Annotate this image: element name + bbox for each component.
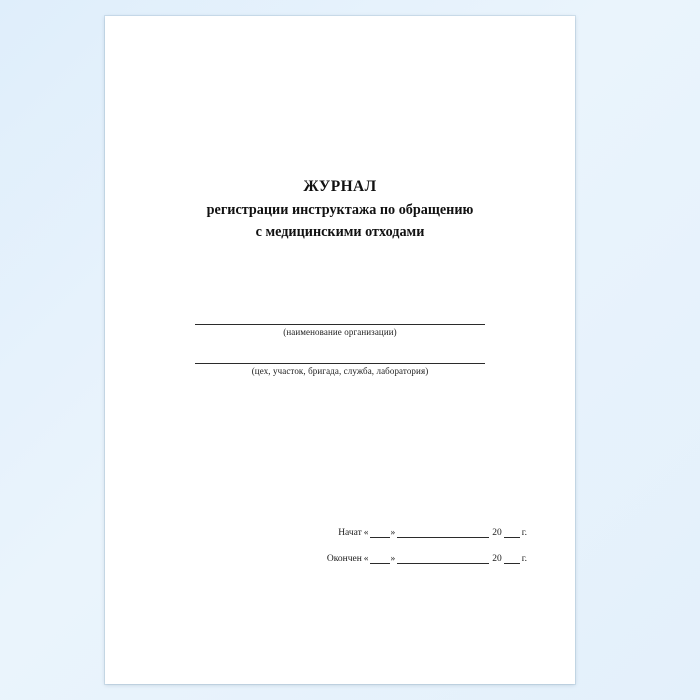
document-subtitle bbox=[105, 200, 575, 243]
started-year-suffix: г. bbox=[521, 528, 527, 538]
unit-field-group bbox=[195, 363, 485, 376]
finished-month-input[interactable] bbox=[397, 555, 489, 564]
started-day-input[interactable] bbox=[370, 529, 390, 538]
finished-day-input[interactable] bbox=[370, 555, 390, 564]
started-date-row bbox=[297, 528, 527, 538]
started-year-prefix: 20 bbox=[492, 528, 502, 538]
document-subtitle-line-1: регистрации инструктажа по обращению bbox=[206, 202, 474, 219]
finished-quote-open: « bbox=[363, 554, 369, 564]
started-year-input[interactable] bbox=[504, 529, 520, 538]
document-title-block bbox=[105, 176, 575, 243]
page-title: ЖУРНАЛ bbox=[303, 178, 377, 195]
started-month-input[interactable] bbox=[397, 529, 489, 538]
organization-caption: (наименование организации) bbox=[283, 327, 397, 337]
unit-caption: (цех, участок, бригада, служба, лаборатория) bbox=[251, 366, 429, 376]
document-page bbox=[105, 16, 575, 684]
started-label: Начат bbox=[338, 528, 362, 538]
started-quote-open: « bbox=[363, 528, 369, 538]
finished-date-row bbox=[297, 554, 527, 564]
document-subtitle-line-2: с медицинскими отходами bbox=[255, 223, 425, 240]
organization-field-group bbox=[195, 324, 485, 337]
organization-fields bbox=[105, 324, 575, 376]
finished-year-input[interactable] bbox=[504, 555, 520, 564]
unit-input-line[interactable] bbox=[195, 363, 485, 364]
dates-block bbox=[297, 528, 527, 580]
finished-label: Окончен bbox=[326, 554, 362, 564]
started-quote-close: » bbox=[390, 528, 396, 538]
finished-year-prefix: 20 bbox=[492, 554, 502, 564]
finished-year-suffix: г. bbox=[521, 554, 527, 564]
finished-quote-close: » bbox=[390, 554, 396, 564]
organization-input-line[interactable] bbox=[195, 324, 485, 325]
